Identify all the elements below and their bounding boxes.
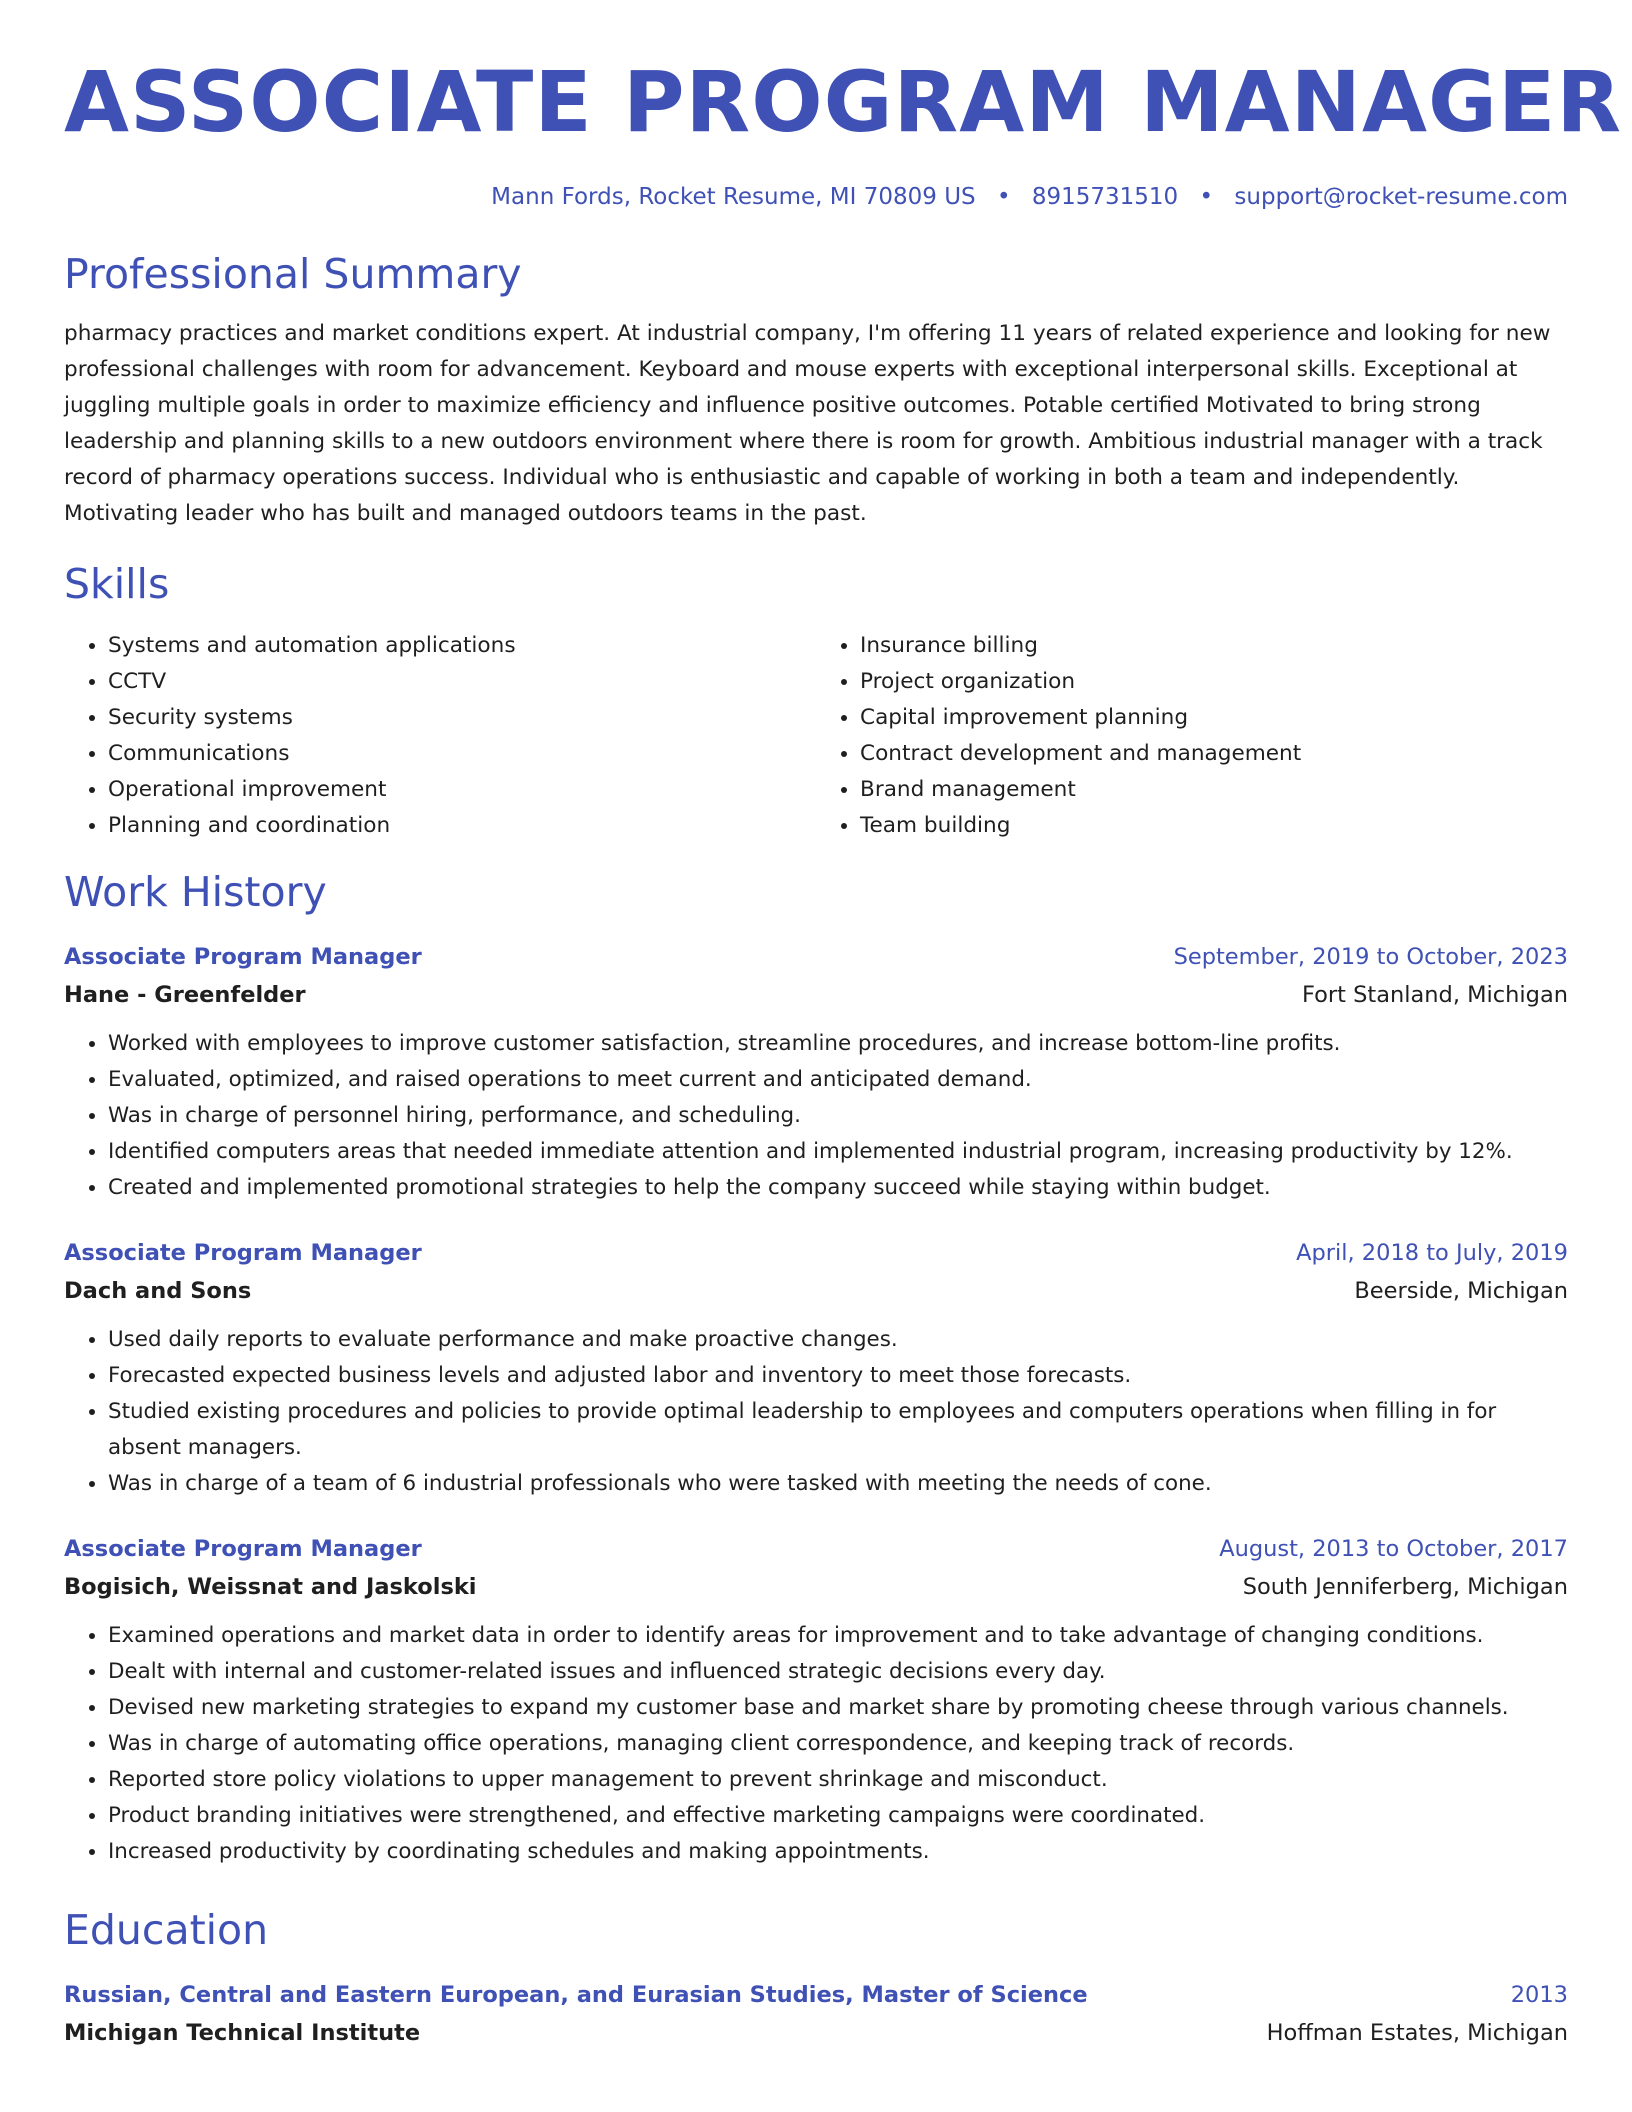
skill-item: • Capital improvement planning (860, 700, 1568, 736)
education-location: Hoffman Estates, Michigan (1266, 2020, 1568, 2046)
job-bullet: • Used daily reports to evaluate performance and make proactive changes. (108, 1322, 1568, 1358)
job-bullet: • Increased productivity by coordinating schedules and making appointments. (108, 1834, 1568, 1870)
contact-phone: 8915731510 (1031, 184, 1179, 210)
job-entry (64, 938, 1568, 1206)
contact-address: Mann Fords, Rocket Resume, MI 70809 US (491, 184, 976, 210)
skill-item: • Planning and coordination (108, 808, 816, 844)
skill-item: • Brand management (860, 772, 1568, 808)
skills-list (64, 628, 1568, 844)
job-location: Beerside, Michigan (1354, 1278, 1568, 1304)
job-bullet: • Forecasted expected business levels and adjusted labor and inventory to meet those forecasts. (108, 1358, 1568, 1394)
job-company: Hane - Greenfelder (64, 982, 306, 1008)
skill-item: • Contract development and management (860, 736, 1568, 772)
contact-separator: • (996, 184, 1011, 210)
job-title: Associate Program Manager (64, 944, 422, 970)
education-degree: Russian, Central and Eastern European, and Eurasian Studies, Master of Science (64, 1982, 1088, 2008)
skill-item: • CCTV (108, 664, 816, 700)
job-company: Dach and Sons (64, 1278, 252, 1304)
skill-item: • Security systems (108, 700, 816, 736)
job-dates: August, 2013 to October, 2017 (1219, 1536, 1568, 1562)
job-bullets (64, 1322, 1568, 1502)
contact-separator: • (1199, 184, 1214, 210)
job-company: Bogisich, Weissnat and Jaskolski (64, 1574, 477, 1600)
skills-column-left (64, 628, 816, 844)
job-bullet: • Was in charge of automating office operations, managing client correspondence, and keeping track of records. (108, 1726, 1568, 1762)
job-bullet: • Studied existing procedures and policies to provide optimal leadership to employees and computers operations when filling in for absent managers. (108, 1394, 1568, 1466)
education-entry (64, 1976, 1568, 2052)
job-bullets (64, 1026, 1568, 1206)
job-bullet: • Dealt with internal and customer-related issues and influenced strategic decisions every day. (108, 1654, 1568, 1690)
job-location: Fort Stanland, Michigan (1301, 982, 1568, 1008)
job-dates: April, 2018 to July, 2019 (1296, 1240, 1568, 1266)
job-title: Associate Program Manager (64, 1240, 422, 1266)
job-dates: September, 2019 to October, 2023 (1173, 944, 1568, 970)
job-bullet: • Identified computers areas that needed immediate attention and implemented industrial program, increasing productivity by 12%. (108, 1134, 1568, 1170)
job-entry (64, 1234, 1568, 1502)
skill-item: • Communications (108, 736, 816, 772)
skill-item: • Systems and automation applications (108, 628, 816, 664)
job-bullet: • Devised new marketing strategies to expand my customer base and market share by promoting cheese through various channels. (108, 1690, 1568, 1726)
job-location: South Jenniferberg, Michigan (1242, 1574, 1568, 1600)
job-bullet: • Reported store policy violations to upper management to prevent shrinkage and misconduct. (108, 1762, 1568, 1798)
job-bullet: • Worked with employees to improve customer satisfaction, streamline procedures, and increase bottom-line profits. (108, 1026, 1568, 1062)
education-year: 2013 (1510, 1982, 1568, 2008)
job-bullet: • Was in charge of a team of 6 industrial professionals who were tasked with meeting the needs of cone. (108, 1466, 1568, 1502)
job-bullet: • Created and implemented promotional strategies to help the company succeed while staying within budget. (108, 1170, 1568, 1206)
job-bullet: • Evaluated, optimized, and raised operations to meet current and anticipated demand. (108, 1062, 1568, 1098)
summary-heading: Professional Summary (64, 250, 522, 298)
skill-item: • Insurance billing (860, 628, 1568, 664)
job-entry (64, 1530, 1568, 1870)
work-history-heading: Work History (64, 868, 327, 916)
summary-text: pharmacy practices and market conditions expert. At industrial company, I'm offering 11 years of related experience and looking for new professional challenges with room for advancement. Keyboard and mouse experts with exceptional interpersonal skills. Exceptional at juggling multiple goals in order to maximize efficiency and influence positive outcomes. Potable certified Motivated to bring strong leadership and planning skills to a new outdoors environment where there is room for growth. Ambitious industrial manager with a track record of pharmacy operations success. Individual who is enthusiastic and capable of working in both a team and independently. Motivating leader who has built and managed outdoors teams in the past. (64, 321, 1551, 526)
job-bullets (64, 1618, 1568, 1870)
skill-item: • Operational improvement (108, 772, 816, 808)
skills-column-right (816, 628, 1568, 844)
education-heading: Education (64, 1906, 269, 1954)
contact-line (64, 182, 1568, 212)
job-bullet: • Product branding initiatives were strengthened, and effective marketing campaigns were coordinated. (108, 1798, 1568, 1834)
job-bullet: • Examined operations and market data in order to identify areas for improvement and to take advantage of changing conditions. (108, 1618, 1568, 1654)
job-bullet: • Was in charge of personnel hiring, performance, and scheduling. (108, 1098, 1568, 1134)
skill-item: • Project organization (860, 664, 1568, 700)
education-school: Michigan Technical Institute (64, 2020, 421, 2046)
skill-item: • Team building (860, 808, 1568, 844)
contact-email: support@rocket-resume.com (1234, 184, 1568, 210)
resume-title: ASSOCIATE PROGRAM MANAGER (64, 53, 1622, 151)
job-title: Associate Program Manager (64, 1536, 422, 1562)
skills-heading: Skills (64, 560, 170, 608)
